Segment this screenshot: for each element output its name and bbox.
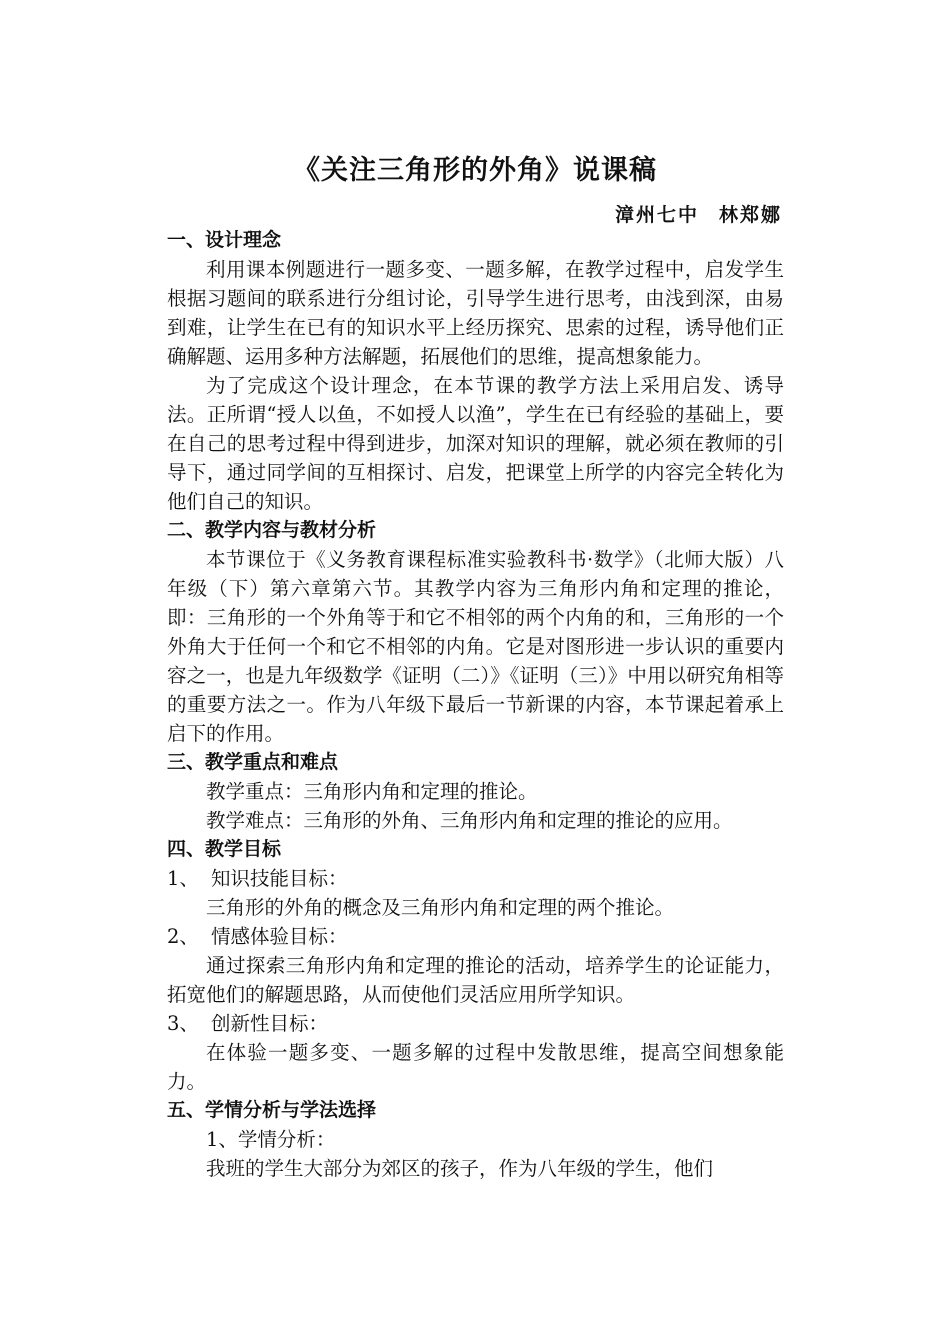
goal-item [167,922,784,951]
goal-text: 通过探索三角形内角和定理的推论的活动，培养学生的论证能力，拓宽他们的解题思路，从而使他们灵活应用所学知识。 [167,954,784,1006]
difficult-point: 教学难点：三角形的外角、三角形内角和定理的推论的应用。 [206,809,733,832]
goal-number: 3、 [167,1012,199,1035]
goal-text: 三角形的外角的概念及三角形内角和定理的两个推论。 [206,896,675,919]
author-line [615,200,782,227]
section-heading-2: 二、教学内容与教材分析 [167,519,377,541]
paragraph: 我班的学生大部分为郊区的孩子，作为八年级的学生，他们 [206,1157,714,1180]
section-heading-3: 三、教学重点和难点 [167,751,339,773]
document-body [167,226,784,1183]
key-point: 教学重点：三角形内角和定理的推论。 [206,780,538,803]
paragraph: 利用课本例题进行一题多变、一题多解，在教学过程中，启发学生根据习题间的联系进行分组讨论，引导学生进行思考，由浅到深，由易到难，让学生在已有的知识水平上经历探究、思索的过程，诱导他们正确解题、运用多种方法解题，拓展他们的思维，提高想象能力。 [167,258,784,368]
document-title: 《关注三角形的外角》说课稿 [293,155,657,186]
goal-number: 2、 [167,925,199,948]
author-name: 林郑娜 [718,204,782,226]
goal-label: 知识技能目标： [211,867,348,890]
paragraph: 为了完成这个设计理念，在本节课的教学方法上采用启发、诱导法。正所谓“授人以鱼，不如授人以渔”，学生在已有经验的基础上，要在自己的思考过程中得到进步，加深对知识的理解，就必须在教师的引导下，通过同学间的互相探讨、启发，把课堂上所学的内容完全转化为他们自己的知识。 [167,374,784,513]
section-heading-5: 五、学情分析与学法选择 [167,1099,377,1121]
goal-item [167,1009,784,1038]
goal-item [167,864,784,893]
goal-label: 情感体验目标： [211,925,348,948]
section-heading-4: 四、教学目标 [167,838,282,860]
section-heading-1: 一、设计理念 [167,229,282,251]
subheading: 1、学情分析： [206,1128,336,1151]
paragraph: 本节课位于《义务教育课程标准实验教科书·数学》（北师大版）八年级（下）第六章第六节。其教学内容为三角形内角和定理的推论，即：三角形的一个外角等于和它不相邻的两个内角的和，三角形的一个外角大于任何一个和它不相邻的内角。它是对图形进一步认识的重要内容之一，也是九年级数学《证明（二）》《证明（三）》中用以研究角相等的重要方法之一。作为八年级下最后一节新课的内容，本节课起着承上启下的作用。 [167,548,784,745]
goal-number: 1、 [167,867,199,890]
goal-text: 在体验一题多变、一题多解的过程中发散思维，提高空间想象能力。 [167,1041,784,1093]
goal-label: 创新性目标： [211,1012,329,1035]
author-school: 漳州七中 [614,204,699,226]
